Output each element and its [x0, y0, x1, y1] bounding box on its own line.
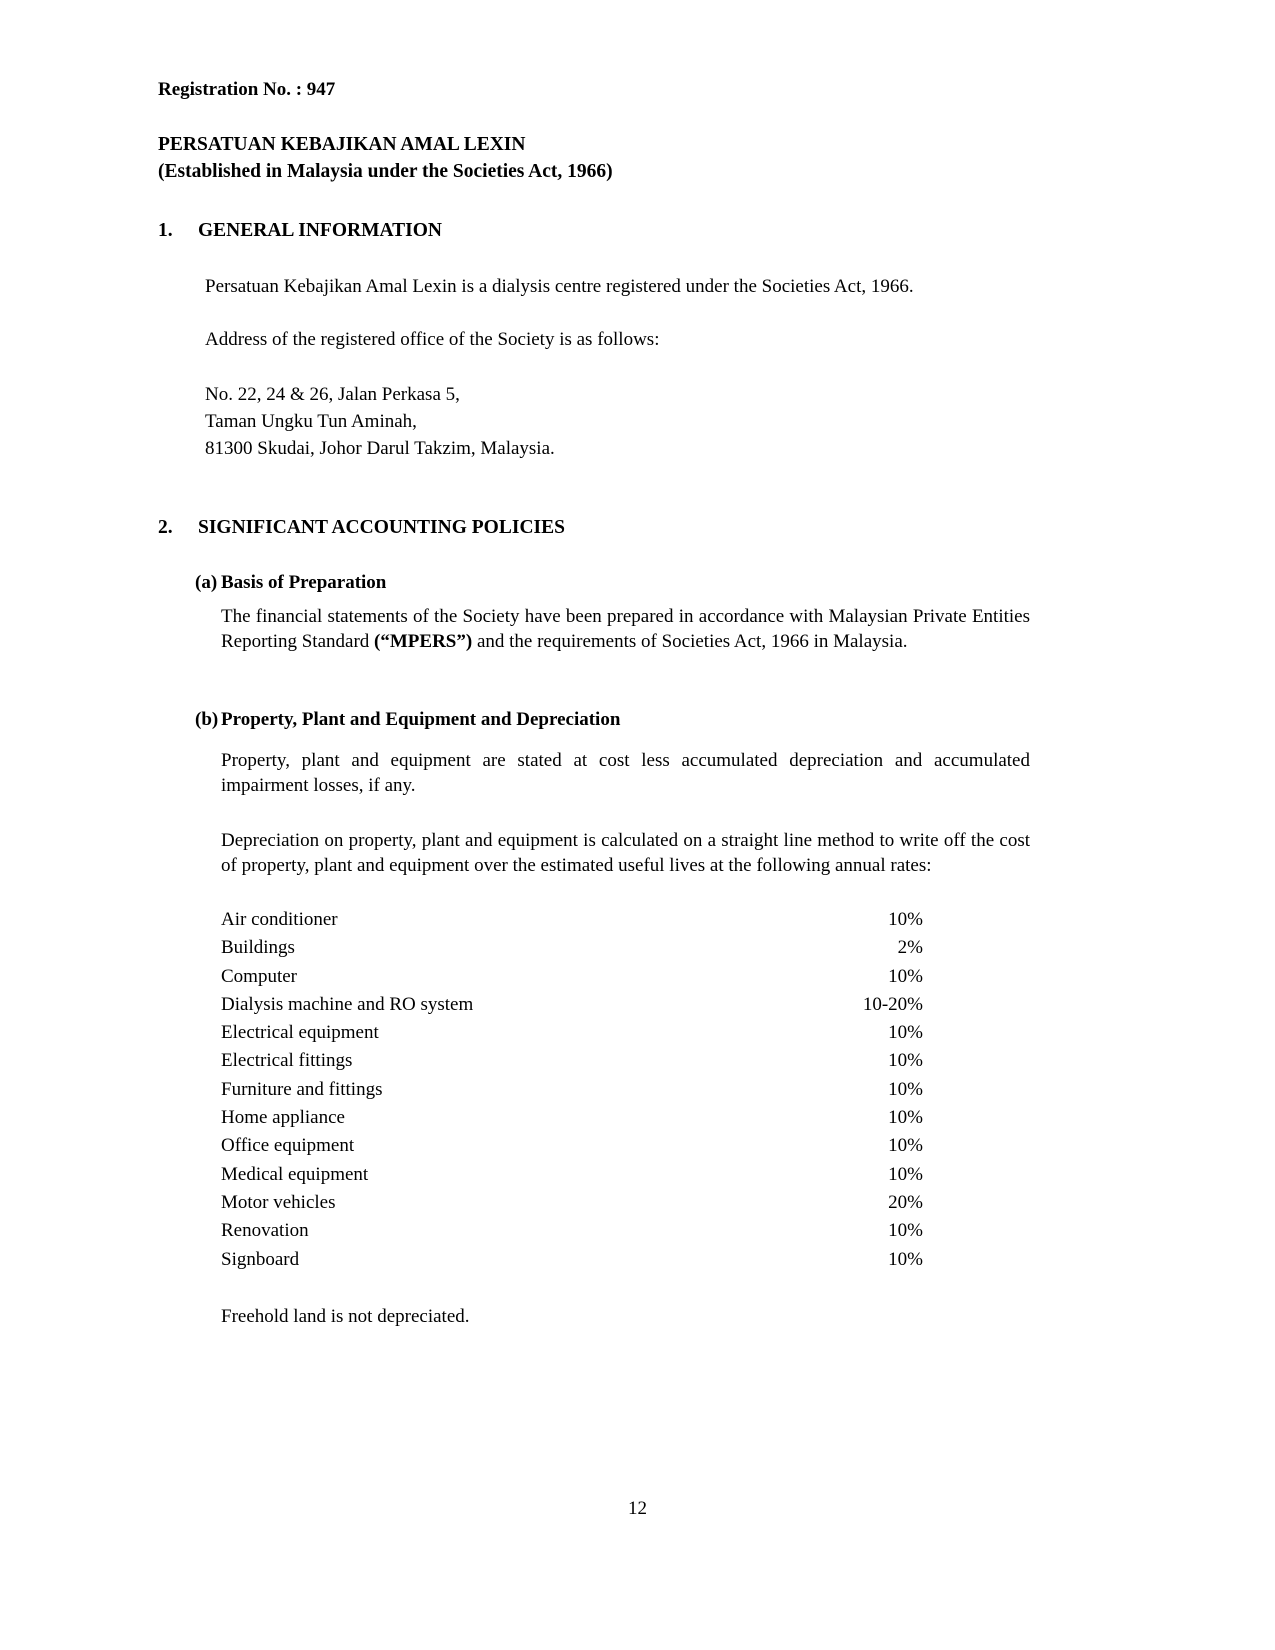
section-2-heading [158, 514, 1030, 541]
rate-value: 2% [897, 937, 923, 959]
rate-value: 10% [888, 965, 923, 987]
address-line: 81300 Skudai, Johor Darul Takzim, Malaysia. [205, 438, 555, 459]
rate-item-label: Furniture and fittings [221, 1078, 383, 1100]
rate-item-label: Home appliance [221, 1107, 345, 1129]
subsection-b-body [221, 748, 1030, 1329]
subsection-title: Basis of Preparation [221, 572, 387, 593]
rate-row [221, 1132, 923, 1160]
rate-row [221, 906, 923, 934]
ppe-paragraph-1: Property, plant and equipment are stated at cost less accumulated depreciation and accumulated impairment losses, if any. [221, 750, 1030, 796]
rate-item-label: Electrical equipment [221, 1022, 379, 1044]
section-1-heading [158, 217, 1030, 244]
ppe-paragraph-2: Depreciation on property, plant and equipment is calculated on a straight line method to write off the cost of property, plant and equipment over the estimated useful lives at the following annual rates: [221, 830, 1030, 876]
org-header [158, 131, 1030, 185]
rate-row [221, 1246, 923, 1274]
org-subtitle: (Established in Malaysia under the Societies Act, 1966) [158, 161, 613, 182]
rate-item-label: Motor vehicles [221, 1191, 336, 1213]
freehold-note: Freehold land is not depreciated. [221, 1305, 470, 1327]
page-footer [0, 1496, 1275, 1521]
intro-paragraph: Persatuan Kebajikan Amal Lexin is a dialysis centre registered under the Societies Act, 1966. [205, 276, 914, 297]
basis-paragraph [221, 604, 1030, 654]
section-general-information [158, 217, 1030, 462]
org-name: PERSATUAN KEBAJIKAN AMAL LEXIN [158, 134, 526, 155]
rate-row [221, 1217, 923, 1245]
subsection-a-body [221, 604, 1030, 654]
subsection-a-heading [195, 569, 1030, 596]
subsection-label: (a) [195, 572, 218, 593]
address-block [205, 381, 1030, 462]
rate-value: 10% [888, 1163, 923, 1185]
section-accounting-policies [158, 514, 1030, 1329]
rate-item-label: Air conditioner [221, 909, 338, 930]
address-label: Address of the registered office of the Society is as follows: [205, 329, 660, 350]
section-title: GENERAL INFORMATION [198, 220, 442, 241]
rate-value: 20% [888, 1191, 923, 1213]
rate-item-label: Electrical fittings [221, 1050, 353, 1072]
rate-value: 10% [888, 1050, 923, 1072]
basis-text-after: and the requirements of Societies Act, 1966 in Malaysia. [472, 631, 908, 652]
rate-row [221, 1047, 923, 1075]
subsection-ppe-depreciation [195, 706, 1030, 1329]
rate-item-label: Renovation [221, 1220, 309, 1242]
rate-item-label: Office equipment [221, 1135, 355, 1157]
subsection-basis-of-preparation [195, 569, 1030, 654]
rate-item-label: Medical equipment [221, 1163, 369, 1185]
basis-text-before: The financial statements of the Society have been prepared in accordance with Malaysian Private Entities Reporting Standard [221, 606, 1030, 652]
rate-value: 10% [888, 909, 923, 930]
page-number: 12 [628, 1498, 647, 1519]
rate-row [221, 991, 923, 1019]
rate-row [221, 1104, 923, 1132]
address-line: No. 22, 24 & 26, Jalan Perkasa 5, [205, 384, 460, 405]
subsection-title: Property, Plant and Equipment and Depreciation [221, 709, 621, 730]
rate-item-label: Dialysis machine and RO system [221, 993, 474, 1015]
subsection-b-heading [195, 706, 1030, 733]
section-number: 1. [158, 220, 173, 241]
rate-item-label: Buildings [221, 937, 295, 959]
rate-value: 10% [888, 1220, 923, 1242]
rate-row [221, 1189, 923, 1217]
section-number: 2. [158, 517, 173, 538]
rate-item-label: Signboard [221, 1248, 300, 1270]
rate-row [221, 1161, 923, 1189]
address-line: Taman Ungku Tun Aminah, [205, 411, 417, 432]
rate-row [221, 963, 923, 991]
rate-value: 10% [888, 1248, 923, 1270]
rate-item-label: Computer [221, 965, 297, 987]
rate-value: 10% [888, 1022, 923, 1044]
registration-number: Registration No. : 947 [158, 79, 336, 100]
rate-value: 10% [888, 1135, 923, 1157]
rate-row [221, 1019, 923, 1047]
subsection-label: (b) [195, 709, 219, 730]
section-title: SIGNIFICANT ACCOUNTING POLICIES [198, 517, 565, 538]
mpers-bold-term: (“MPERS”) [374, 631, 473, 652]
rate-value: 10-20% [862, 993, 923, 1015]
rate-row [221, 934, 923, 962]
rate-value: 10% [888, 1107, 923, 1129]
depreciation-rates-table [221, 906, 923, 1274]
rate-value: 10% [888, 1078, 923, 1100]
rate-row [221, 1076, 923, 1104]
